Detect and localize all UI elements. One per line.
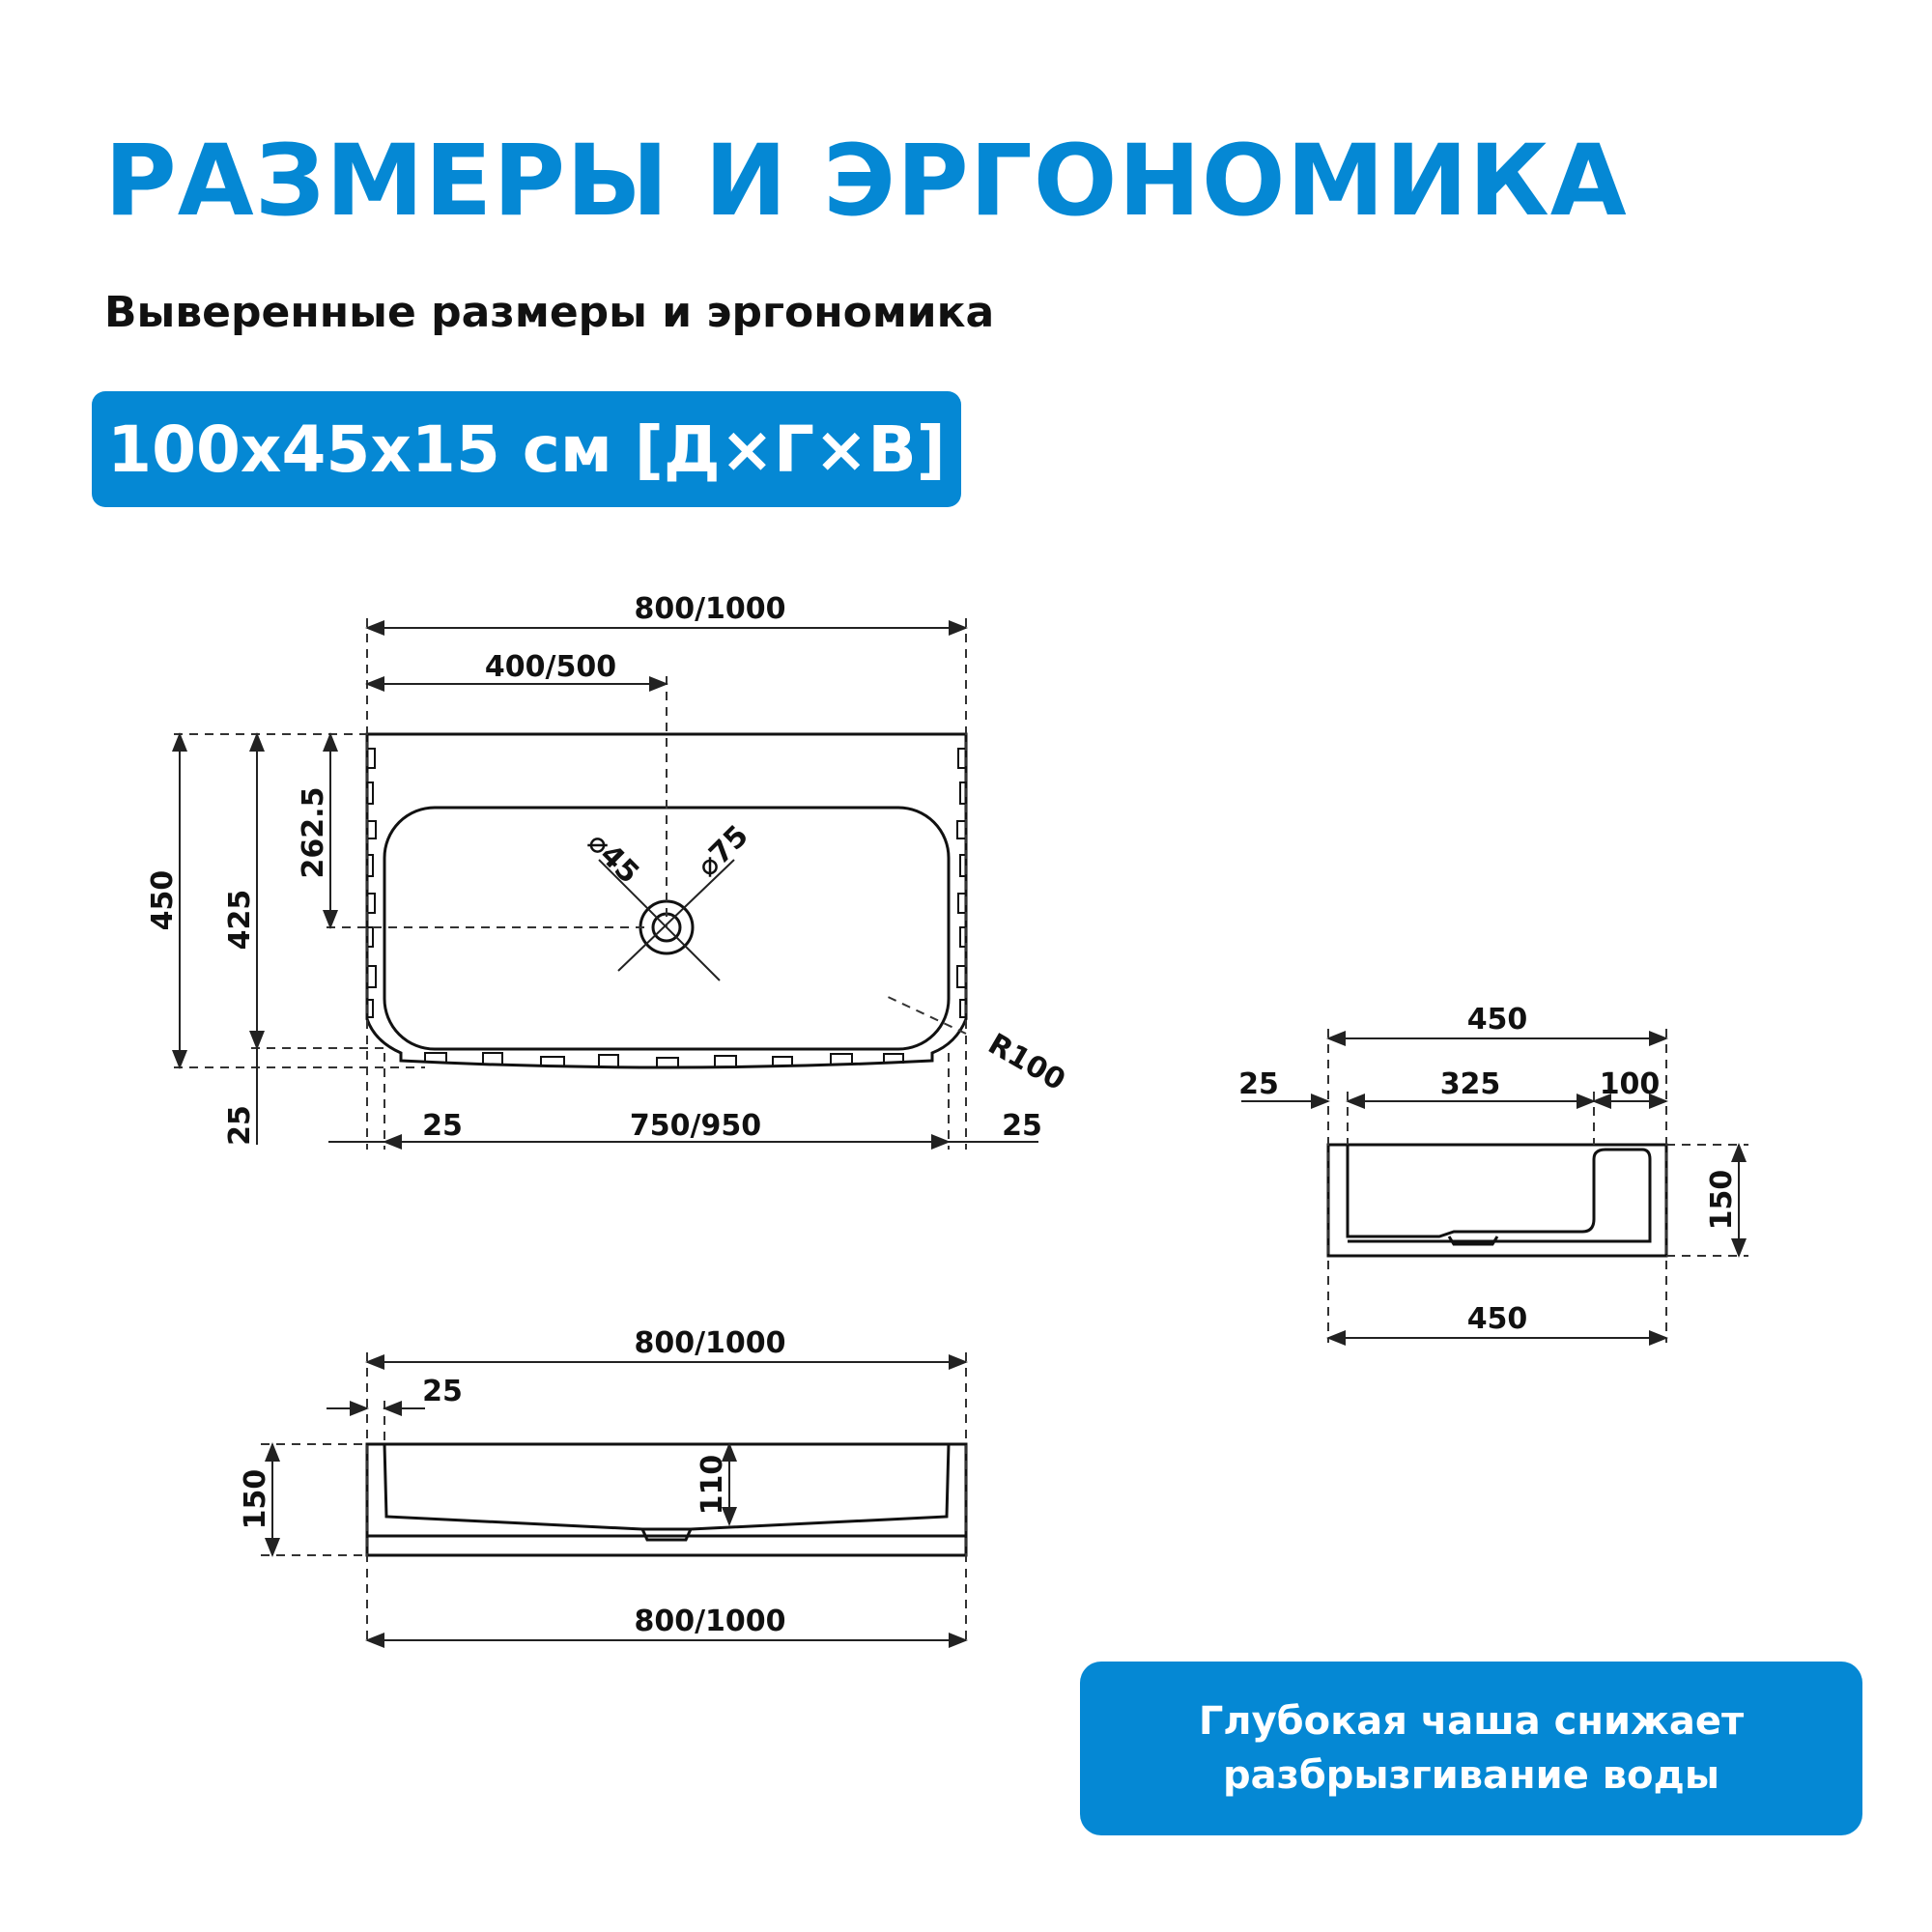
top-depth-inner: 425	[223, 889, 257, 951]
side-wall: 25	[1238, 1067, 1279, 1101]
side-width-top: 450	[1466, 1003, 1528, 1037]
top-right-margin: 25	[1002, 1109, 1042, 1143]
front-width-bottom: 800/1000	[634, 1605, 786, 1638]
side-height: 150	[1705, 1169, 1739, 1231]
top-overflow-diameter: ⌀75	[690, 818, 755, 884]
dimensions-badge-label: 100х45х15 см [Д×Г×В]	[107, 412, 946, 487]
page-subtitle: Выверенные размеры и эргономика	[104, 288, 995, 337]
front-wall: 25	[422, 1375, 463, 1408]
front-view	[239, 1326, 966, 1642]
side-view-bowl	[1348, 1145, 1650, 1241]
top-drain-diameter: ⌀45	[581, 825, 646, 891]
side-width-bottom: 450	[1466, 1302, 1528, 1336]
top-left-margin: 25	[422, 1109, 463, 1143]
top-depth-total: 450	[146, 869, 180, 931]
side-bowl: 325	[1439, 1067, 1501, 1101]
top-drain-depth: 262.5	[297, 786, 330, 879]
front-height: 150	[239, 1468, 272, 1530]
top-corner-radius: R100	[981, 1027, 1071, 1098]
front-view-bowl	[384, 1444, 949, 1529]
side-shelf: 100	[1599, 1067, 1661, 1101]
top-overall-width: 800/1000	[634, 592, 786, 626]
top-back-margin: 25	[223, 1105, 257, 1146]
top-bowl-width: 750/950	[629, 1109, 762, 1143]
front-width-top: 800/1000	[634, 1326, 786, 1360]
front-bowl-depth: 110	[696, 1454, 729, 1516]
info-note-text: Глубокая чаша снижает разбрызгивание воды	[1198, 1699, 1745, 1798]
side-view	[1238, 1003, 1748, 1343]
page-title: РАЗМЕРЫ И ЭРГОНОМИКА	[104, 124, 1628, 239]
top-drain-offset: 400/500	[484, 650, 617, 684]
info-note-badge	[1080, 1662, 1862, 1835]
top-view	[146, 592, 1071, 1150]
